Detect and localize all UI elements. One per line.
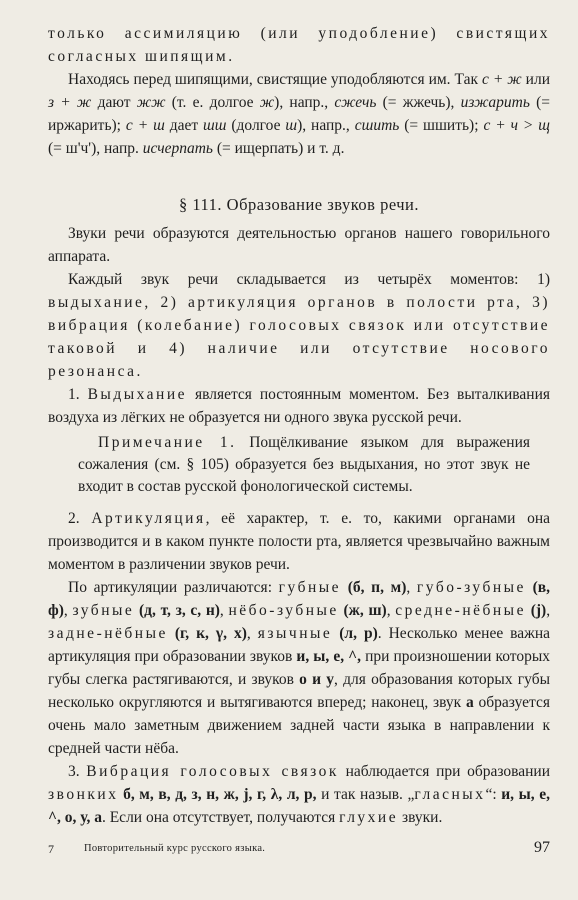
sound-group: (j)	[530, 602, 547, 619]
term: язычные	[257, 625, 333, 642]
sound-group: (л, р)	[339, 625, 378, 642]
paragraph-assimilation-examples: Находясь перед шипящими, свистящие уподобляются им. Так с + ж или з + ж дают жж (т. е. долгое ж), напр., сжечь (= жжечь), изжарить (= иржарить); с + ш дает шш (долгое ш), напр., сшить (= шшить); с + ч > щ (= ш'ч'), напр. исчерпать (= ищерпать) и т. д.	[48, 71, 551, 157]
paragraph-articulation: 2. Артикуляция, её характер, т. е. то, какими органами она производится и в каком пункте полости рта, является чрезвычайно важным моментом в различении звуков речи.	[48, 510, 550, 573]
sound-group: (д, т, з, с, н)	[139, 602, 220, 619]
term: гласных	[414, 786, 486, 803]
formula: шш	[203, 117, 227, 134]
sound-group: о и у	[299, 671, 335, 688]
note-paragraph: Примечание 1. Пощёлкивание языком для выражения сожаления (см. § 105) образуется без выдыхания, но этот звук не входит в состав русской фонологической системы.	[78, 434, 530, 495]
book-title: Повторительный курс русского языка.	[84, 843, 266, 854]
term: звонких	[48, 786, 119, 803]
example-word: изжарить	[460, 94, 530, 111]
term: Вибрация голосовых связок	[86, 763, 339, 780]
paragraph-exhalation: 1. Выдыхание является постоянным моментом. Без выталкивания воздуха из лёгких не образуется ни одного звука русской речи.	[48, 386, 550, 426]
term: задне-нёбные	[48, 625, 168, 642]
signature-mark: 7	[48, 842, 54, 856]
term: губо-зубные	[416, 579, 526, 596]
formula: с + ч > щ	[483, 117, 550, 134]
sound-group: (г, к, γ, х)	[174, 625, 247, 642]
section-header	[48, 193, 550, 216]
example-word: сшить	[354, 117, 400, 134]
sound-group: б, м, в, д, з, н, ж, j, г, λ, л, р,	[123, 786, 317, 803]
paragraph-four-moments: Каждый звук речи складывается из четырёх моментов: 1) выдыхание, 2) артикуляция органов в полости рта, 3) вибрация (колебание) голосовых связок или отсутствие таковой и 4) наличие или отсутствие носового резонанса.	[48, 271, 550, 380]
example-word: исчерпать	[142, 140, 213, 157]
term: Выдыхание	[87, 386, 188, 403]
page-number: 97	[534, 839, 550, 856]
example-word: сжечь	[334, 94, 377, 111]
text-block-main	[48, 222, 550, 429]
formula: з + ж	[48, 94, 92, 111]
formula: с + ж	[482, 71, 522, 88]
sound-group: (б, п, м)	[347, 579, 407, 596]
sound-group: а	[465, 694, 474, 711]
term: Артикуляция	[91, 510, 206, 527]
sound-group: и, ы, е, ^, о, у, а	[48, 786, 550, 826]
text-block-lower	[48, 507, 550, 829]
term: средне-нёбные	[395, 602, 526, 619]
formula: ж	[259, 94, 275, 111]
formula: с + ш	[125, 117, 165, 134]
text-block-top	[48, 22, 550, 160]
paragraph-articulation-kinds: По артикуляции различаются: губные (б, п, м), губо-зубные (в, ф), зубные (д, т, з, с, н), нёбо-зубные (ж, ш), средне-нёбные (j), задне-нёбные (г, к, γ, х), язычные (л, р). Несколько менее важна артикуляция при образовании звуков и, ы, е, ^, при произношении которых губы слегка растягиваются, и звуков о и у, для образования которых губы несколько округляются и вытягиваются вперед; наконец, звук а образуется очень мало заметным движением задней части языка в направлении к средней части нёба.	[48, 579, 551, 757]
paragraph-assimilation-end: только ассимиляцию (или уподобление) свистящих согласных шипящим.	[48, 25, 550, 65]
term: нёбо-зубные	[228, 602, 339, 619]
formula: ш	[285, 117, 298, 134]
note-label: Примечание 1.	[98, 434, 237, 451]
paragraph-vibration: 3. Вибрация голосовых связок наблюдается при образовании звонких б, м, в, д, з, н, ж, j, г, λ, л, р, и так назыв. „гласных“: и, ы, е, ^, о, у, а. Если она отсутствует, получаются глухие звуки.	[48, 763, 551, 826]
sound-group: (в, ф)	[48, 579, 551, 619]
sound-group: и, ы, е, ^,	[296, 648, 362, 665]
formula: жж	[136, 94, 166, 111]
note-block	[78, 432, 530, 498]
term: глухие	[339, 809, 399, 826]
sound-group: (ж, ш)	[343, 602, 387, 619]
term: губные	[278, 579, 342, 596]
section-title: § 111. Образование звуков речи.	[179, 195, 419, 214]
term: зубные	[72, 602, 135, 619]
paragraph-intro: Звуки речи образуются деятельностью органов нашего говорильного аппарата.	[48, 225, 550, 265]
